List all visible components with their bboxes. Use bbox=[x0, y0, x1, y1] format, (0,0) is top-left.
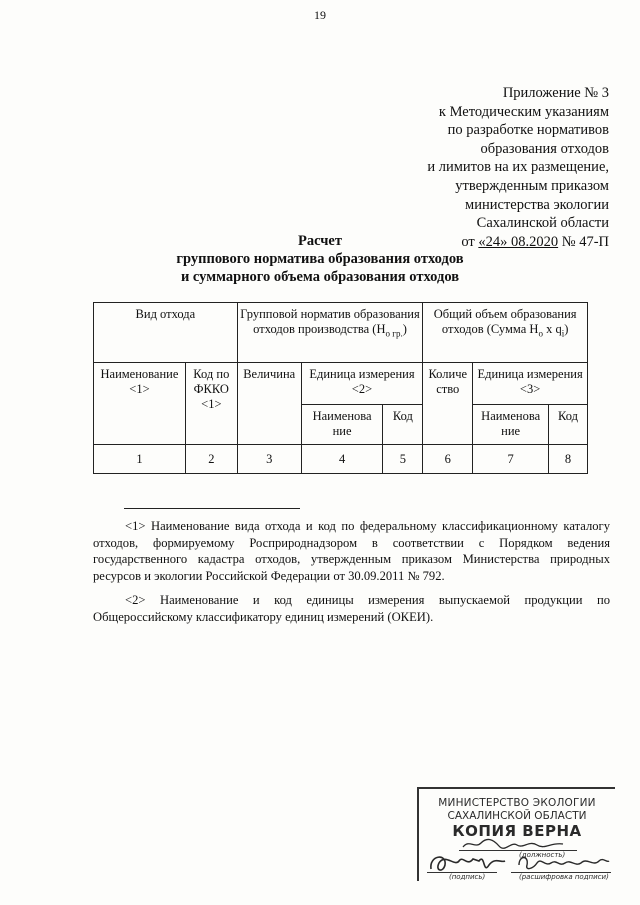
appendix-line-1: Приложение № 3 bbox=[502, 85, 609, 101]
appendix-line-4: образования отходов bbox=[480, 140, 609, 157]
appendix-line-8: Сахалинской области bbox=[476, 215, 609, 232]
handwritten-name-decoding bbox=[515, 851, 611, 873]
header-name: Наименование <1> bbox=[94, 363, 186, 445]
stamp-signature-caption: (подпись) bbox=[449, 873, 486, 881]
column-number: 4 bbox=[301, 445, 383, 474]
header-waste-type: Вид отхода bbox=[94, 303, 238, 363]
stamp-region: САХАЛИНСКОЙ ОБЛАСТИ bbox=[447, 810, 587, 822]
stamp-decoding-caption: (расшифровка подписи) bbox=[519, 873, 609, 881]
header-fkko-code: Код по ФККО <1> bbox=[185, 363, 237, 445]
column-number: 5 bbox=[383, 445, 423, 474]
title-line-3: и суммарного объема образования отходов bbox=[180, 269, 460, 285]
column-number: 8 bbox=[549, 445, 588, 474]
appendix-date-prefix: от bbox=[461, 233, 479, 250]
appendix-line-5: и лимитов на их размещение, bbox=[427, 159, 609, 176]
header-unit-2-name: Наименова ние bbox=[301, 405, 383, 445]
column-number: 1 bbox=[94, 445, 186, 474]
header-unit-3-code: Код bbox=[549, 405, 588, 445]
column-number: 2 bbox=[185, 445, 237, 474]
stamp-position-caption: (должность) bbox=[519, 851, 566, 859]
calculation-table bbox=[93, 302, 588, 474]
footnote-separator bbox=[124, 508, 300, 509]
title-line-2: группового норматива образования отходов bbox=[176, 251, 464, 267]
footnote-1: <1> Наименование вида отхода и код по федеральному классификационному каталогу отходов, формируемому Росприроднадзором в соответствии с Порядком ведения государственного кадастра отходов, утвержденным приказом Министерства природных ресурсов и экологии Российской Федерации от 30.09.2011 № 792. bbox=[93, 519, 610, 583]
stamp-ministry: МИНИСТЕРСТВО ЭКОЛОГИИ bbox=[438, 797, 596, 809]
document-title bbox=[0, 232, 640, 286]
header-unit-3-name: Наименова ние bbox=[473, 405, 549, 445]
appendix-line-2: к Методическим указаниям bbox=[438, 103, 609, 120]
appendix-date: «24» 08.2020 bbox=[478, 233, 559, 250]
header-group-norm: Групповой норматив образования отходов производства $(Н_{о гр.})$ bbox=[237, 303, 423, 363]
header-value: Величина bbox=[237, 363, 301, 445]
title-line-1: Расчет bbox=[298, 233, 342, 249]
header-quantity: Количе ство bbox=[423, 363, 473, 445]
header-unit-2: Единица измерения <2> bbox=[301, 363, 423, 405]
appendix-line-3: по разработке нормативов bbox=[447, 122, 609, 139]
header-unit-3: Единица измерения <3> bbox=[473, 363, 588, 405]
appendix-order-number: № 47-П bbox=[558, 233, 609, 250]
header-total-volume: Общий объем образования отходов (Сумма $Н_о$ х $q_i$) bbox=[423, 303, 588, 363]
column-number: 6 bbox=[423, 445, 473, 474]
appendix-line-7: министерства экологии bbox=[465, 196, 609, 213]
appendix-line-6: утвержденным приказом bbox=[455, 177, 609, 194]
column-number: 3 bbox=[237, 445, 301, 474]
column-number: 7 bbox=[473, 445, 549, 474]
footnote-2: <2> Наименование и код единицы измерения выпускаемой продукции по Общероссийскому классификатору единиц измерений (ОКЕИ). bbox=[93, 593, 610, 624]
header-unit-2-code: Код bbox=[383, 405, 423, 445]
appendix-header bbox=[427, 84, 609, 251]
stamp-certified-copy: КОПИЯ ВЕРНА bbox=[452, 822, 582, 840]
certified-copy-stamp bbox=[417, 787, 615, 881]
page-number: 19 bbox=[314, 8, 326, 22]
